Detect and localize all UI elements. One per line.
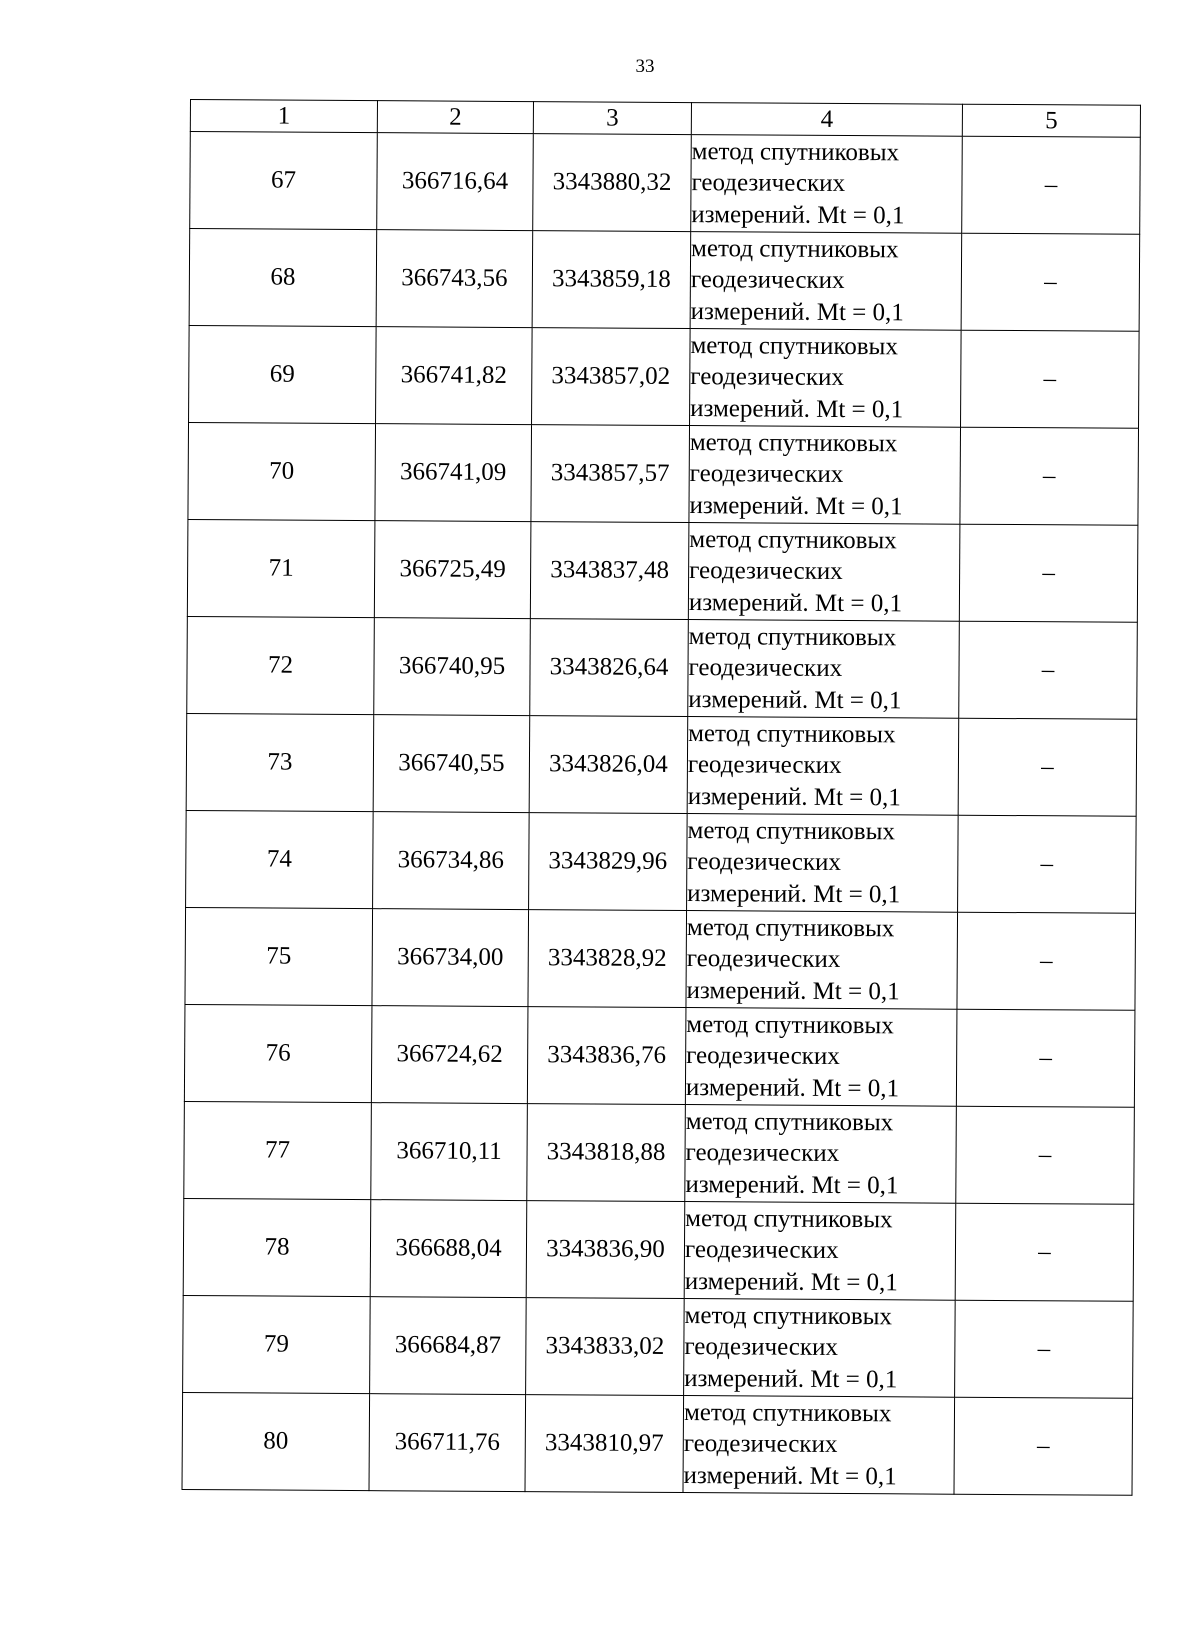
method-text-line: измерений. Mt = 0,1 — [684, 1364, 898, 1394]
method-text-line: метод спутниковых — [688, 719, 896, 749]
table-row — [182, 1392, 1133, 1495]
method-text-line: геодезических — [687, 751, 842, 780]
y-coordinate-cell: 3343859,18 — [532, 231, 691, 329]
y-coordinate-cell: 3343857,57 — [531, 425, 690, 523]
table-row — [187, 519, 1138, 622]
method-text-line: метод спутниковых — [685, 1107, 894, 1137]
note-cell: – — [956, 1106, 1135, 1204]
method-cell — [691, 135, 963, 234]
table-row — [189, 325, 1140, 428]
method-text-line: метод спутниковых — [688, 622, 897, 652]
y-coordinate-cell: 3343836,76 — [527, 1007, 686, 1105]
x-coordinate-cell: 366710,11 — [371, 1103, 528, 1201]
coordinates-table — [182, 99, 1141, 1496]
method-text-line: метод спутниковых — [683, 1398, 892, 1428]
point-number-cell: 76 — [184, 1004, 372, 1102]
point-number-cell: 78 — [183, 1198, 371, 1296]
point-number-cell: 74 — [186, 810, 374, 908]
method-cell — [690, 232, 962, 331]
note-cell: – — [960, 427, 1139, 525]
method-text-line: метод спутниковых — [684, 1301, 893, 1331]
table-row — [189, 229, 1140, 332]
method-cell — [683, 1396, 955, 1495]
point-number-cell: 72 — [187, 616, 375, 714]
x-coordinate-cell: 366740,55 — [373, 715, 530, 813]
method-cell — [684, 1299, 956, 1398]
method-text-line: метод спутниковых — [689, 428, 898, 458]
method-text-line: метод спутниковых — [686, 913, 895, 943]
method-text-line: геодезических — [684, 1333, 839, 1362]
column-header-2: 2 — [377, 101, 533, 134]
note-cell: – — [959, 621, 1138, 719]
method-text-line: измерений. Mt = 0,1 — [691, 200, 905, 230]
method-text-line: метод спутниковых — [685, 1204, 893, 1234]
point-number-cell: 67 — [190, 132, 378, 230]
x-coordinate-cell: 366716,64 — [377, 133, 534, 231]
method-cell — [685, 1008, 957, 1107]
note-cell: – — [959, 524, 1138, 622]
method-text-line: метод спутниковых — [686, 1010, 894, 1040]
x-coordinate-cell: 366724,62 — [371, 1006, 528, 1104]
point-number-cell: 77 — [184, 1101, 372, 1199]
x-coordinate-cell: 366734,00 — [372, 909, 529, 1007]
note-cell: – — [958, 718, 1137, 816]
y-coordinate-cell: 3343836,90 — [526, 1201, 685, 1299]
point-number-cell: 79 — [183, 1295, 371, 1393]
method-text-line: геодезических — [686, 945, 841, 974]
method-text-line: метод спутниковых — [689, 525, 897, 555]
method-text-line: измерений. Mt = 0,1 — [690, 394, 904, 424]
note-cell: – — [954, 1397, 1133, 1495]
point-number-cell: 75 — [185, 907, 373, 1005]
table-row — [184, 1101, 1135, 1204]
y-coordinate-cell: 3343828,92 — [528, 910, 687, 1008]
method-text-line: измерений. Mt = 0,1 — [684, 1267, 898, 1297]
x-coordinate-cell: 366711,76 — [369, 1394, 526, 1492]
y-coordinate-cell: 3343826,04 — [529, 716, 688, 814]
method-text-line: измерений. Mt = 0,1 — [686, 976, 900, 1006]
note-cell: – — [955, 1300, 1134, 1398]
method-text-line: измерений. Mt = 0,1 — [690, 297, 904, 327]
method-text-line: измерений. Mt = 0,1 — [685, 1073, 900, 1103]
point-number-cell: 70 — [188, 422, 376, 520]
method-text-line: геодезических — [683, 1430, 838, 1459]
y-coordinate-cell: 3343826,64 — [530, 619, 689, 717]
point-number-cell: 68 — [189, 229, 377, 327]
y-coordinate-cell: 3343837,48 — [530, 522, 689, 620]
note-cell: – — [956, 1009, 1135, 1107]
column-header-1: 1 — [190, 100, 377, 133]
note-cell: – — [957, 912, 1136, 1010]
table-row — [187, 616, 1138, 719]
table-body — [182, 132, 1140, 1496]
y-coordinate-cell: 3343818,88 — [527, 1104, 686, 1202]
note-cell: – — [962, 136, 1141, 234]
method-text-line: геодезических — [689, 557, 843, 586]
method-cell — [685, 1105, 957, 1204]
point-number-cell: 80 — [182, 1392, 370, 1490]
method-text-line: измерений. Mt = 0,1 — [687, 782, 901, 812]
table-row — [184, 1004, 1135, 1107]
point-number-cell: 69 — [189, 325, 377, 423]
note-cell: – — [961, 233, 1140, 331]
method-text-line: метод спутниковых — [691, 137, 900, 167]
table-row — [183, 1295, 1134, 1398]
method-text-line: измерений. Mt = 0,1 — [688, 685, 902, 715]
point-number-cell: 73 — [186, 713, 374, 811]
table-row — [185, 907, 1136, 1010]
method-text-line: измерений. Mt = 0,1 — [687, 879, 901, 909]
method-text-line: геодезических — [690, 266, 845, 295]
method-text-line: геодезических — [688, 654, 843, 683]
table-row — [183, 1198, 1134, 1301]
method-text-line: геодезических — [690, 363, 844, 392]
method-text-line: метод спутниковых — [691, 234, 899, 264]
note-cell: – — [961, 330, 1140, 428]
x-coordinate-cell: 366743,56 — [376, 230, 533, 328]
x-coordinate-cell: 366734,86 — [373, 812, 530, 910]
column-header-3: 3 — [533, 102, 691, 135]
note-cell: – — [958, 815, 1137, 913]
y-coordinate-cell: 3343810,97 — [525, 1395, 684, 1493]
y-coordinate-cell: 3343829,96 — [529, 813, 688, 911]
method-text-line: геодезических — [691, 169, 846, 198]
column-header-5: 5 — [962, 104, 1140, 137]
method-text-line: геодезических — [684, 1236, 839, 1265]
x-coordinate-cell: 366741,09 — [375, 424, 532, 522]
page-number: 33 — [635, 56, 655, 77]
x-coordinate-cell: 366725,49 — [374, 521, 531, 619]
point-number-cell: 71 — [187, 519, 375, 617]
method-text-line: измерений. Mt = 0,1 — [683, 1461, 897, 1491]
method-cell — [684, 1202, 956, 1301]
method-cell — [687, 717, 959, 816]
method-text-line: геодезических — [686, 1042, 840, 1071]
y-coordinate-cell: 3343857,02 — [532, 328, 691, 426]
method-cell — [687, 814, 959, 913]
table-row — [190, 132, 1141, 235]
method-text-line: метод спутниковых — [690, 331, 898, 361]
table-row — [186, 713, 1137, 816]
method-cell — [688, 523, 960, 622]
method-text-line: измерений. Mt = 0,1 — [685, 1170, 899, 1200]
table-row — [186, 810, 1137, 913]
method-text-line: измерений. Mt = 0,1 — [688, 588, 903, 618]
column-header-4: 4 — [691, 103, 962, 137]
method-text-line: измерений. Mt = 0,1 — [689, 491, 903, 521]
method-cell — [690, 329, 962, 428]
note-cell: – — [955, 1203, 1134, 1301]
x-coordinate-cell: 366741,82 — [376, 327, 533, 425]
table-row — [188, 422, 1139, 525]
x-coordinate-cell: 366684,87 — [370, 1297, 527, 1395]
y-coordinate-cell: 3343833,02 — [526, 1298, 685, 1396]
x-coordinate-cell: 366740,95 — [374, 618, 531, 716]
method-cell — [686, 911, 958, 1010]
method-cell — [688, 620, 960, 719]
method-text-line: геодезических — [689, 460, 844, 489]
method-cell — [689, 426, 961, 525]
x-coordinate-cell: 366688,04 — [370, 1200, 527, 1298]
method-text-line: геодезических — [687, 848, 842, 877]
method-text-line: метод спутниковых — [687, 816, 896, 846]
y-coordinate-cell: 3343880,32 — [533, 134, 692, 232]
method-text-line: геодезических — [685, 1139, 840, 1168]
